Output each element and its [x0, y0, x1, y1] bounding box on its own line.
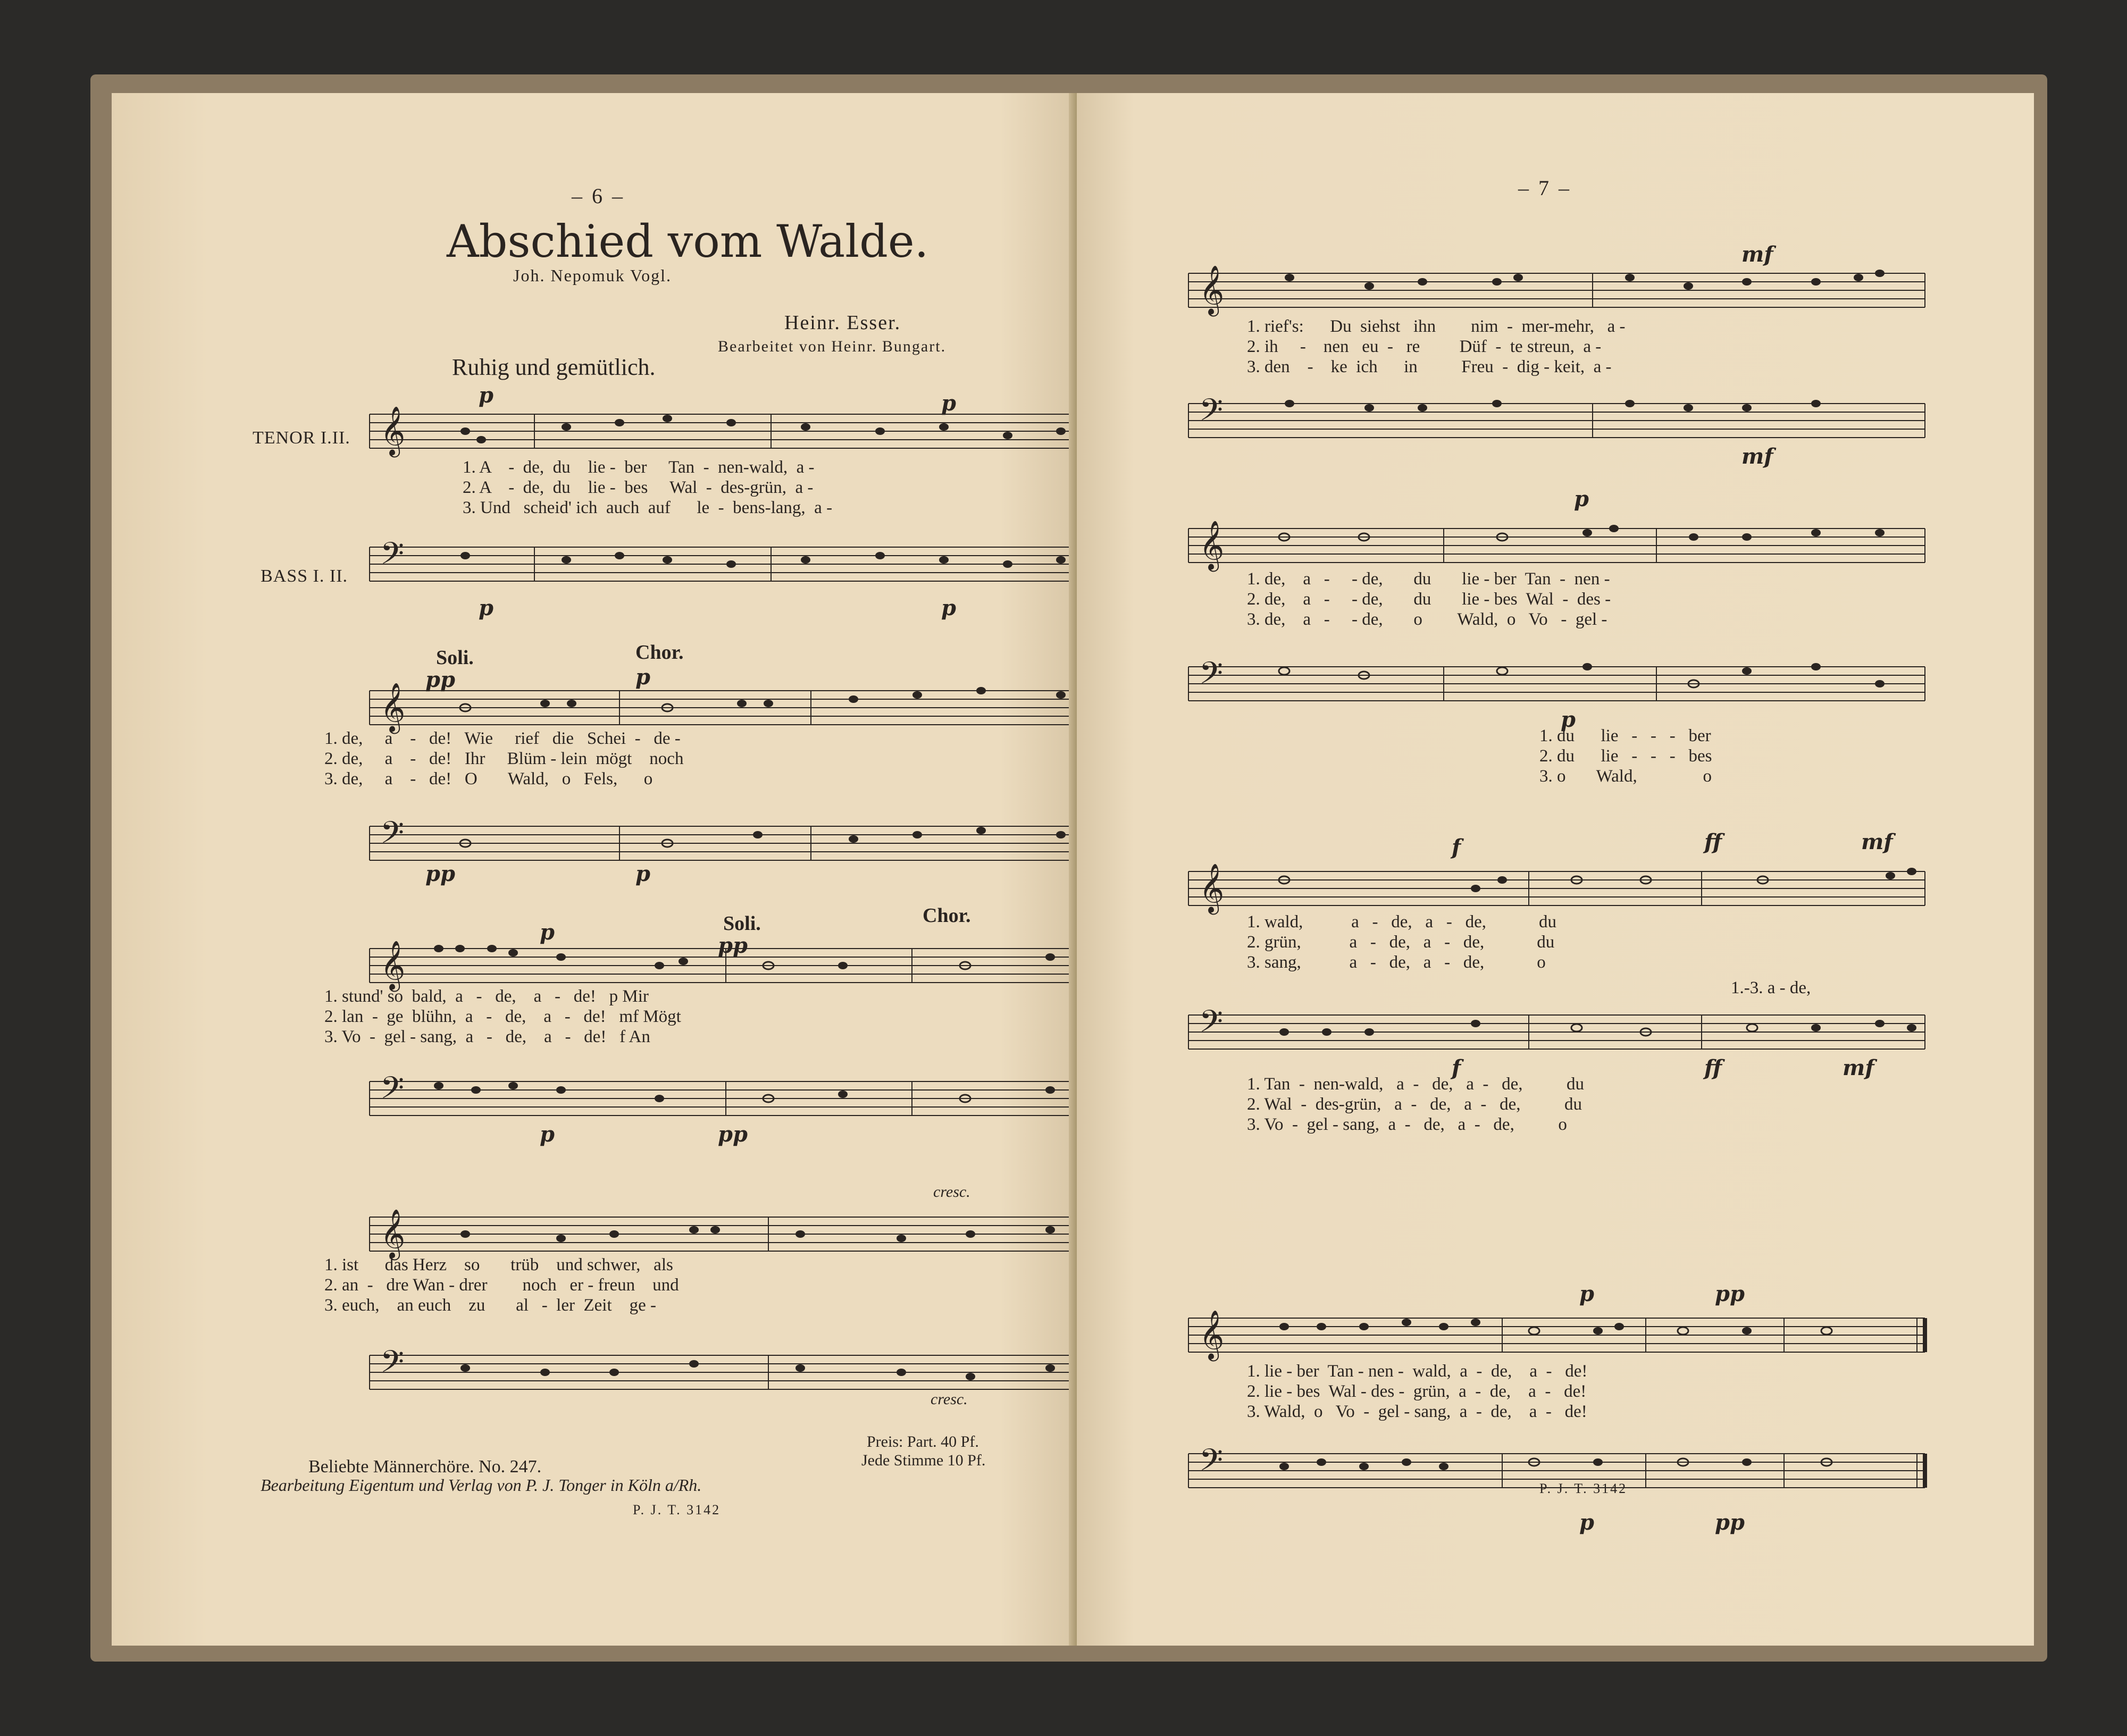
publisher-line: Bearbeitung Eigentum und Verlag von P. J. Tonger in Köln a/Rh. — [261, 1475, 702, 1495]
dynamic-mf: mf — [1861, 829, 1893, 854]
staff-treble — [1188, 520, 1925, 569]
bass-clef-icon: 𝄢 — [1199, 392, 1224, 435]
soli-marking: Soli. — [723, 912, 761, 935]
cresc-marking: cresc. — [933, 1183, 970, 1201]
poet-credit: Joh. Nepomuk Vogl. — [513, 266, 672, 285]
dynamic-f: f — [1452, 1055, 1461, 1080]
staff-bass — [1188, 655, 1925, 703]
bass-clef-icon: 𝄢 — [380, 1344, 405, 1387]
voice-label-tenor: TENOR I.II. — [253, 428, 350, 448]
dynamic-mf: mf — [1741, 444, 1773, 469]
dynamic-p: p — [1579, 1510, 1594, 1535]
soli-marking: Soli. — [436, 647, 474, 669]
dynamic-pp: pp — [718, 933, 748, 958]
series-title: Beliebte Männerchöre. No. 247. — [308, 1457, 542, 1477]
treble-clef-icon: 𝄞 — [380, 1209, 406, 1258]
lyrics-system-4: 1. lie - ber Tan - nen - wald, a - de, a - de! 2. lie - bes Wal - des - grün, a - de, a - de! 3. Wald, o Vo - gel - sang, a - de, a - de! — [1247, 1362, 1588, 1421]
dynamic-pp: pp — [718, 1122, 748, 1147]
dynamic-p: p — [1561, 707, 1576, 732]
dynamic-p: p — [1579, 1281, 1594, 1306]
treble-clef-icon: 𝄞 — [380, 940, 406, 989]
lyrics-system-4: 1. ist das Herz so trüb und schwer, als 2. an - dre Wan - drer noch er - freun und 3. euch, an euch zu al - ler Zeit ge - — [324, 1255, 679, 1315]
bass-clef-icon: 𝄢 — [380, 815, 405, 858]
staff-treble — [1188, 1310, 1925, 1359]
dynamic-mf: mf — [1843, 1055, 1874, 1080]
dynamic-ff: ff — [1704, 1055, 1722, 1080]
lyrics-system-1: 1. rief's: Du siehst ihn nim - mer-mehr, a - 2. ih - nen eu - re Düf - te streun, a - 3. den - ke ich in Freu - dig - keit, a - — [1247, 317, 1626, 376]
arranger-credit: Bearbeitet von Heinr. Bungart. — [718, 338, 947, 355]
bass-lyrics-system-3: 1. Tan - nen-wald, a - de, a - de, du 2. Wal - des-grün, a - de, a - de, du 3. Vo - gel - sang, a - de, a - de, o — [1247, 1075, 1584, 1134]
staff-bass — [1188, 1003, 1925, 1051]
treble-clef-icon: 𝄞 — [1199, 863, 1225, 912]
chor-marking: Chor. — [635, 641, 684, 664]
bass-clef-icon: 𝄢 — [1199, 1003, 1224, 1047]
staff-bass — [1188, 392, 1925, 440]
dynamic-p: p — [479, 383, 493, 408]
bass-clef-icon: 𝄢 — [1199, 1442, 1224, 1486]
dynamic-mf: mf — [1741, 242, 1773, 267]
staff-treble — [1188, 265, 1925, 314]
lyrics-system-2: 1. de, a - de! Wie rief die Schei - de - 2. de, a - de! Ihr Blüm - lein mögt noch 3. de, a - de! O Wald, o Fels, o — [324, 729, 684, 789]
dynamic-p: p — [540, 920, 555, 945]
composer-credit: Heinr. Esser. — [784, 312, 901, 334]
price-partitur: Preis: Part. 40 Pf. — [867, 1433, 979, 1450]
tempo-marking: Ruhig und gemütlich. — [452, 354, 656, 380]
staff-treble — [1188, 863, 1925, 912]
lyrics-system-3: 1. stund' so bald, a - de, a - de! p Mir 2. lan - ge blühn, a - de, a - de! mf Mögt 3. Vo - gel - sang, a - de, a - de! f An — [324, 987, 681, 1046]
dynamic-pp: pp — [1715, 1510, 1745, 1535]
cresc-marking: cresc. — [931, 1390, 968, 1408]
dynamic-f: f — [1452, 835, 1461, 860]
dynamic-pp: pp — [425, 861, 455, 886]
treble-clef-icon: 𝄞 — [1199, 1310, 1225, 1359]
dynamic-p: p — [540, 1122, 555, 1147]
lyrics-system-2: 1. de, a - - de, du lie - ber Tan - nen - 2. de, a - - de, du lie - bes Wal - des - 3. de, a - - de, o Wald, o Vo - gel - — [1247, 569, 1611, 629]
dynamic-p: p — [635, 665, 650, 690]
staff-treble — [370, 406, 1111, 455]
lyrics-system-3: 1. wald, a - de, a - de, du 2. grün, a - de, a - de, du 3. sang, a - de, a - de, o — [1247, 912, 1556, 972]
page-number: – 6 – — [572, 184, 625, 208]
treble-clef-icon: 𝄞 — [1199, 520, 1225, 569]
staff-treble — [370, 682, 1111, 732]
dynamic-p: p — [941, 596, 956, 620]
voice-label-bass: BASS I. II. — [261, 566, 348, 586]
lyrics-system-1: 1. A - de, du lie - ber Tan - nen-wald, a - 2. A - de, du lie - bes Wal - des-grün, a - 3. Und scheid' ich auch auf le - bens-lang, a - — [463, 458, 833, 517]
dynamic-p: p — [479, 596, 493, 620]
bass-clef-icon: 𝄢 — [380, 535, 405, 579]
dynamic-p: p — [1574, 487, 1589, 511]
bass-clef-icon: 𝄢 — [1199, 655, 1224, 699]
treble-clef-icon: 𝄞 — [380, 406, 406, 455]
page-number: – 7 – — [1518, 176, 1571, 200]
bass-clef-icon: 𝄢 — [380, 1070, 405, 1113]
treble-clef-icon: 𝄞 — [380, 682, 406, 732]
chor-marking: Chor. — [923, 904, 971, 927]
right-page — [1077, 93, 2034, 1646]
price-part: Jede Stimme 10 Pf. — [861, 1452, 986, 1469]
left-page — [112, 93, 1077, 1646]
staff-bass — [370, 535, 1111, 583]
dynamic-pp: pp — [1715, 1281, 1745, 1306]
staff-bass — [370, 1070, 1111, 1118]
plate-number: P. J. T. 3142 — [1539, 1481, 1628, 1496]
dynamic-pp: pp — [425, 667, 455, 692]
bass-lyrics-system-2: 1. du lie - - - ber 2. du lie - - - bes 3. o Wald, o — [1539, 726, 1712, 786]
treble-clef-icon: 𝄞 — [1199, 265, 1225, 314]
dynamic-p: p — [941, 391, 956, 416]
staff-bass — [370, 815, 1111, 862]
staff-bass — [370, 1344, 1111, 1391]
alt-lyric-line: 1.-3. a - de, — [1731, 978, 1811, 997]
song-title: Abschied vom Walde. — [447, 215, 929, 267]
dynamic-ff: ff — [1704, 829, 1722, 854]
dynamic-p: p — [635, 861, 650, 886]
plate-number: P. J. T. 3142 — [633, 1502, 721, 1517]
staff-treble — [370, 1209, 1111, 1258]
